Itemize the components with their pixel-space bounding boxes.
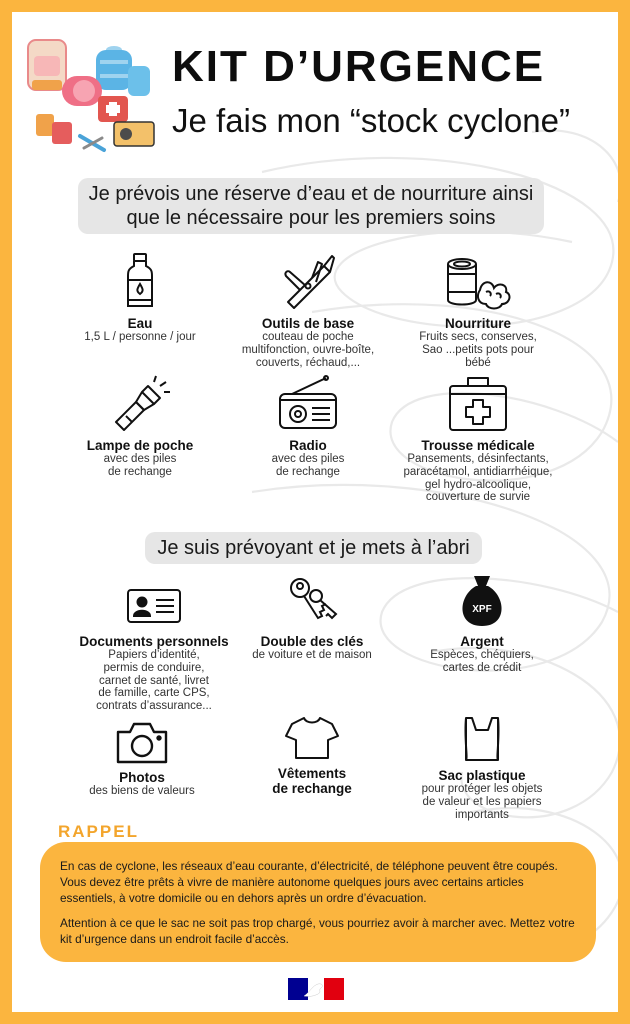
item-desc: paracétamol, antidiarrhéique, <box>403 465 553 478</box>
item-desc: avec des piles <box>271 453 345 465</box>
rappel-paragraph: En cas de cyclone, les réseaux d’eau courante, d’électricité, de téléphone peuvent être coupés. Vous devez être prêts à vivre de manière autonome quelques jours avec certains articles essentiels, à votre domicile ou en dehors après un ordre d’évacuation. <box>60 859 558 905</box>
page-title: KIT D’URGENCE <box>172 42 546 91</box>
item-food <box>388 250 568 369</box>
item-desc: gel hydro-alcoolique, <box>424 478 532 491</box>
item-radio <box>218 372 398 479</box>
item-desc: des biens de valeurs <box>89 785 195 797</box>
item-desc: de famille, carte CPS, <box>98 687 210 700</box>
item-water <box>50 250 230 344</box>
item-desc: cartes de crédit <box>442 661 522 674</box>
item-desc: Sao ...petits pots pour <box>422 343 534 356</box>
item-flashlight <box>50 372 230 479</box>
item-desc: carnet de santé, livret <box>99 674 209 687</box>
republique-francaise-logo <box>288 978 344 1000</box>
page-subtitle: Je fais mon “stock cyclone” <box>172 102 570 139</box>
first-aid-kit-icon <box>446 372 510 434</box>
item-desc: couteau de poche <box>262 331 354 343</box>
item-desc: pour protéger les objets <box>421 783 543 795</box>
camera-icon <box>112 718 172 766</box>
section-heading-supplies <box>78 178 544 234</box>
item-desc: de voiture et de maison <box>252 649 372 661</box>
item-desc: multifonction, ouvre-boîte, <box>241 343 375 356</box>
item-desc: 1,5 L / personne / jour <box>84 331 196 343</box>
section-heading-shelter: Je suis prévoyant et je mets à l’abri <box>145 532 482 564</box>
item-desc: de rechange <box>276 465 340 478</box>
item-desc: Fruits secs, conserves, <box>419 331 537 343</box>
item-desc: couverture de survie <box>425 491 531 504</box>
item-title: Argent <box>460 634 504 649</box>
item-title: Outils de base <box>261 316 355 331</box>
rappel-label: RAPPEL <box>58 822 139 841</box>
item-desc: bébé <box>465 356 491 369</box>
item-title: Nourriture <box>444 316 511 331</box>
rappel-paragraph: Attention à ce que le sac ne soit pas trop chargé, vous pourriez avoir à marcher avec. Mettez votre kit d’urgence dans un endroit facile d’accès. <box>60 916 575 946</box>
money-bag-icon <box>452 570 512 630</box>
item-clothes <box>222 712 402 796</box>
item-desc: importants <box>455 808 509 821</box>
rappel-box <box>40 842 596 962</box>
item-title: Lampe de poche <box>86 438 194 453</box>
item-documents <box>64 580 244 713</box>
item-title: Double des clés <box>260 634 364 649</box>
currency-badge: XPF <box>472 604 492 615</box>
item-title: Documents personnels <box>79 634 229 649</box>
item-desc: Papiers d’identité, <box>108 649 200 661</box>
flashlight-icon <box>108 372 172 434</box>
id-card-icon <box>124 580 184 630</box>
item-desc: Pansements, désinfectants, <box>407 453 549 465</box>
poster <box>12 12 618 1012</box>
item-title: Vêtements <box>277 766 347 781</box>
item-desc: Espèces, chéquiers, <box>430 649 534 661</box>
item-tools <box>218 250 398 369</box>
keys-icon <box>282 574 342 630</box>
item-keys <box>222 574 402 662</box>
item-title: de rechange <box>272 781 352 796</box>
item-desc: avec des piles <box>103 453 177 465</box>
emergency-kit-illustration <box>22 26 167 156</box>
section-heading-line: Je prévois une réserve d’eau et de nourriture ainsi <box>88 183 534 205</box>
item-photos <box>52 718 232 798</box>
tshirt-icon <box>282 712 342 762</box>
food-can-icon <box>438 250 518 312</box>
item-title: Photos <box>119 770 165 785</box>
item-title: Eau <box>127 316 153 331</box>
item-title: Trousse médicale <box>421 438 535 453</box>
item-desc: de rechange <box>108 465 172 478</box>
item-money <box>392 570 572 675</box>
item-first-aid <box>388 372 568 504</box>
plastic-bag-icon <box>452 708 512 764</box>
section-heading-line: que le nécessaire pour les premiers soins <box>126 207 496 229</box>
multitool-icon <box>278 250 338 312</box>
item-desc: couverts, réchaud,... <box>255 356 361 369</box>
radio-icon <box>276 372 340 434</box>
item-desc: contrats d’assurance... <box>96 700 212 713</box>
item-desc: de valeur et les papiers <box>422 795 542 808</box>
item-title: Sac plastique <box>438 768 526 783</box>
item-title: Radio <box>289 438 327 453</box>
item-desc: permis de conduire, <box>103 661 205 674</box>
water-bottle-icon <box>110 250 170 312</box>
item-plastic-bag <box>392 708 572 821</box>
